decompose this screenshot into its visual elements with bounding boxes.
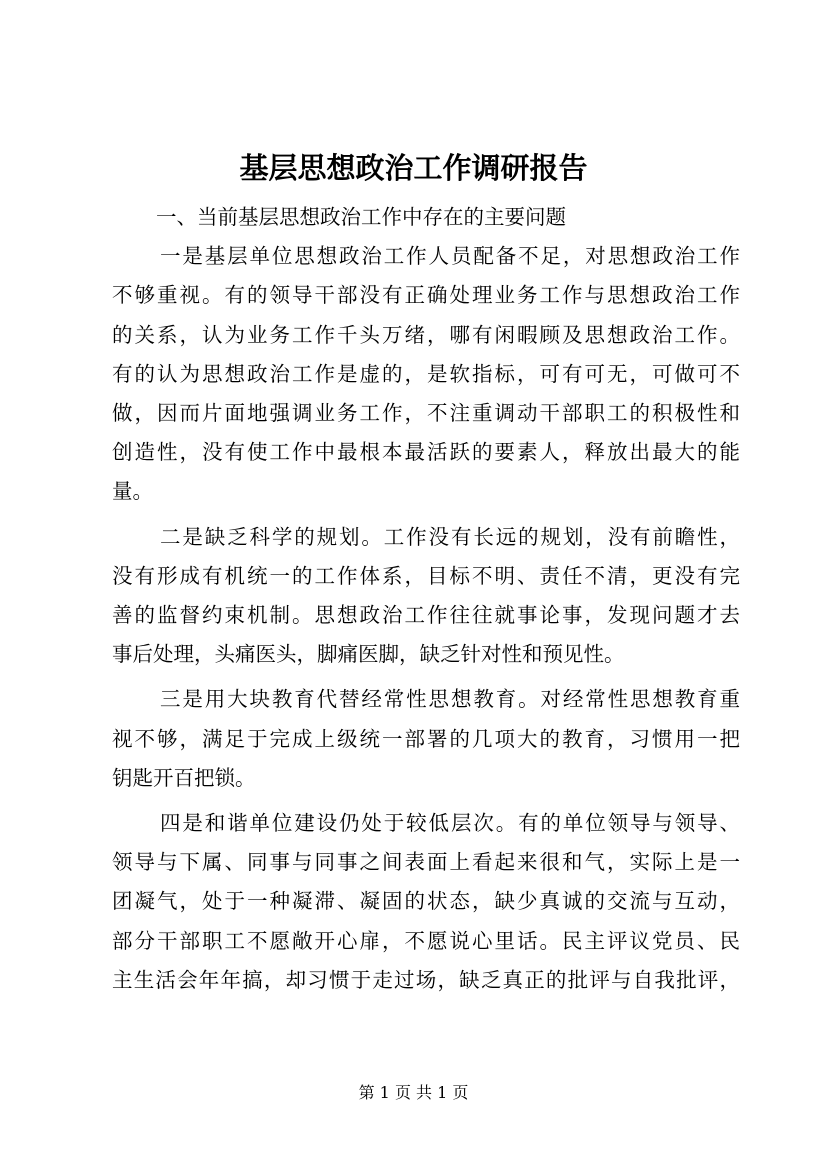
paragraph-3 xyxy=(112,680,740,798)
paragraph-line: 有的认为思想政治工作是虚的，是软指标，可有可无，可做可不 xyxy=(112,361,740,386)
paragraph-line: 三是用大块教育代替经常性思想教育。对经常性思想教育重 xyxy=(160,687,740,712)
paragraph-2 xyxy=(112,518,740,675)
paragraph-1 xyxy=(112,237,740,511)
paragraph-line: 二是缺乏科学的规划。工作没有长远的规划，没有前瞻性， xyxy=(160,524,740,549)
paragraph-line: 做，因而片面地强调业务工作，不注重调动干部职工的积极性和 xyxy=(112,401,740,426)
document-body xyxy=(112,198,740,1000)
paragraph-line: 部分干部职工不愿敞开心扉，不愿说心里话。民主评议党员、民 xyxy=(112,928,740,953)
section-heading: 一、当前基层思想政治工作中存在的主要问题 xyxy=(156,205,566,229)
paragraph-line: 四是和谐单位建设仍处于较低层次。有的单位领导与领导、 xyxy=(160,811,740,836)
paragraph-line: 事后处理，头痛医头，脚痛医脚，缺乏针对性和预见性。 xyxy=(112,642,625,667)
paragraph-line: 不够重视。有的领导干部没有正确处理业务工作与思想政治工作 xyxy=(112,283,740,308)
paragraph-line: 一是基层单位思想政治工作人员配备不足，对思想政治工作 xyxy=(160,244,740,269)
document-title: 基层思想政治工作调研报告 xyxy=(239,151,588,185)
paragraph-4 xyxy=(112,804,740,1000)
paragraph-line: 善的监督约束机制。思想政治工作往往就事论事，发现问题才去 xyxy=(112,603,740,628)
paragraph-line: 量。 xyxy=(112,479,153,504)
paragraph-line: 创造性，没有使工作中最根本最活跃的要素人，释放出最大的能 xyxy=(112,440,740,465)
paragraph-line: 主生活会年年搞，却习惯于走过场，缺乏真正的批评与自我批评， xyxy=(112,967,740,992)
paragraph-line: 的关系，认为业务工作千头万绪，哪有闲暇顾及思想政治工作。 xyxy=(112,322,740,347)
paragraph-line: 没有形成有机统一的工作体系，目标不明、责任不清，更没有完 xyxy=(112,563,740,588)
page-footer: 第 1 页 共 1 页 xyxy=(358,1083,469,1102)
paragraph-line: 视不够，满足于完成上级统一部署的几项大的教育，习惯用一把 xyxy=(112,726,740,751)
paragraph-line: 钥匙开百把锁。 xyxy=(112,765,256,790)
paragraph-line: 领导与下属、同事与同事之间表面上看起来很和气，实际上是一 xyxy=(112,850,740,875)
paragraph-line: 团凝气，处于一种凝滞、凝固的状态，缺少真诚的交流与互动， xyxy=(112,889,740,914)
